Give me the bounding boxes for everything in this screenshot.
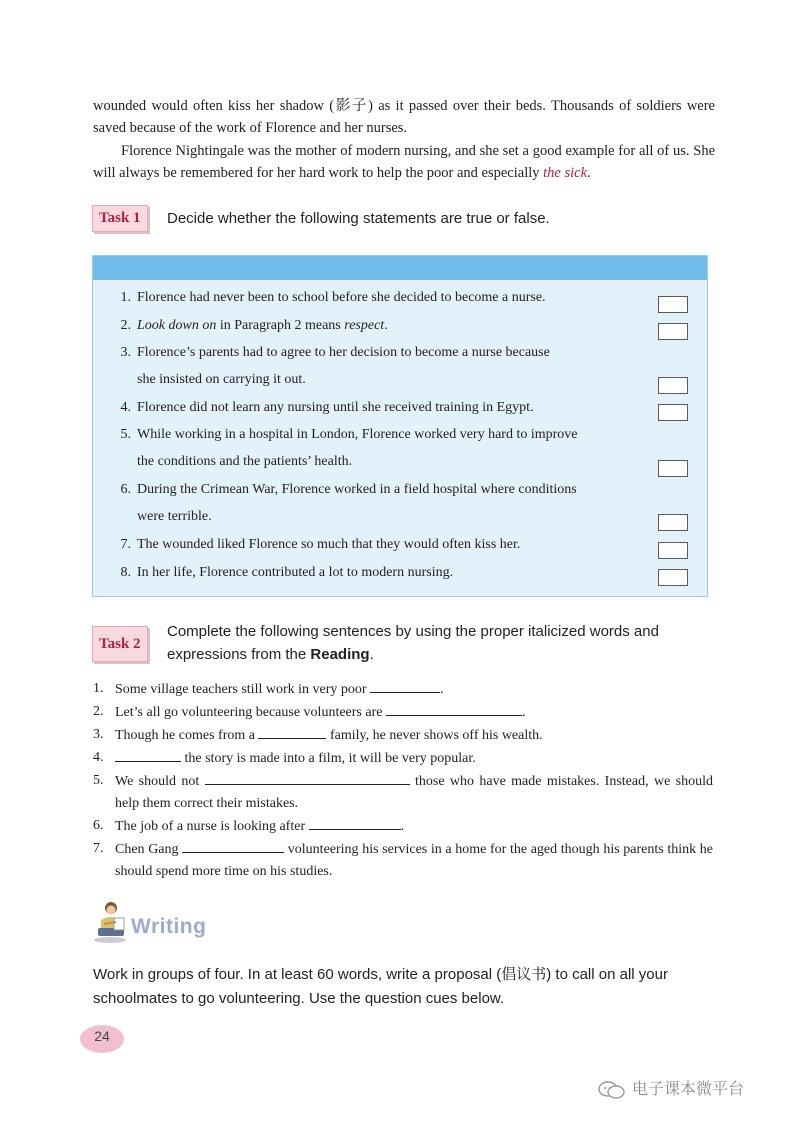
emphasized-phrase: the sick (543, 165, 588, 181)
reading-paragraph-1: wounded would often kiss her shadow (影子) as it passed over their beds. Thousands of soldiers were saved because of the work of Florence and her nurses. (93, 98, 715, 136)
writing-instruction: Work in groups of four. In at least 60 words, write a proposal (倡议书) to call on all your schoolmates to go volunteering. Use the question cues below. (93, 966, 668, 1007)
task1-badge: Task 1 (92, 205, 148, 232)
tf-statement-4: 4. Florence did not learn any nursing until she received training in Egypt. (120, 400, 534, 415)
watermark: 电子课本微平台 (598, 1076, 744, 1100)
task2-sentence-list (93, 678, 713, 883)
task2-sentence-2: 2. Let’s all go volunteering because volunteers are . (93, 701, 713, 724)
tf-statement-1: 1. Florence had never been to school before she decided to become a nurse. (120, 290, 546, 305)
task2-sentence-4: 4. the story is made into a film, it will be very popular. (93, 747, 713, 770)
tf-answer-box-2[interactable] (658, 323, 688, 340)
tf-statement-8: 8. In her life, Florence contributed a lot to modern nursing. (120, 565, 454, 580)
wechat-icon (598, 1080, 626, 1100)
tf-statement-6: 6. During the Crimean War, Florence worked in a field hospital where conditions were terrible. (120, 482, 577, 524)
tf-answer-box-6[interactable] (658, 514, 688, 531)
task2-sentence-6: 6. The job of a nurse is looking after . (93, 815, 713, 838)
tf-answer-box-5[interactable] (658, 460, 688, 477)
writing-student-icon (90, 900, 130, 944)
task2-sentence-7: 7. Chen Gang volunteering his services in a home for the aged though his parents think he should spend more time on his studies. (93, 838, 713, 883)
task2-sentence-5: 5. We should not those who have made mistakes. Instead, we should help them correct their mistakes. (93, 770, 713, 815)
task2-instruction: Complete the following sentences by using the proper italicized words and expressions from the Reading. (167, 623, 659, 663)
task2-sentence-1: 1. Some village teachers still work in very poor . (93, 678, 713, 701)
tf-answer-box-3[interactable] (658, 377, 688, 394)
reading-paragraph-2: Florence Nightingale was the mother of modern nursing, and she set a good example for all of us. She will always be remembered for her hard work to help the poor and especially the sick. (93, 143, 715, 181)
task2-sentence-3: 3. Though he comes from a family, he never shows off his wealth. (93, 724, 713, 747)
tf-answer-box-7[interactable] (658, 542, 688, 559)
tf-answer-box-1[interactable] (658, 296, 688, 313)
answer-blank[interactable] (309, 815, 401, 830)
task1-instruction: Decide whether the following statements are true or false. (167, 210, 550, 227)
writing-section-title: Writing (131, 915, 207, 938)
tf-statement-5: 5. While working in a hospital in London, Florence worked very hard to improve the conditions and the patients’ health. (120, 427, 578, 469)
answer-blank[interactable] (182, 838, 284, 853)
answer-blank[interactable] (205, 770, 410, 785)
answer-blank[interactable] (370, 678, 440, 693)
tf-answer-box-8[interactable] (658, 569, 688, 586)
tf-statement-3: 3. Florence’s parents had to agree to her decision to become a nurse because she insisted on carrying it out. (120, 345, 550, 387)
tf-statement-7: 7. The wounded liked Florence so much that they would often kiss her. (120, 537, 521, 552)
page-number: 24 (80, 1025, 124, 1053)
answer-blank[interactable] (386, 701, 522, 716)
answer-blank[interactable] (258, 724, 326, 739)
task2-badge: Task 2 (92, 626, 148, 662)
true-false-box-header (93, 256, 707, 280)
tf-answer-box-4[interactable] (658, 404, 688, 421)
answer-blank[interactable] (115, 747, 181, 762)
true-false-box (92, 255, 708, 597)
tf-statement-2: 2. Look down on in Paragraph 2 means respect. (120, 318, 388, 333)
